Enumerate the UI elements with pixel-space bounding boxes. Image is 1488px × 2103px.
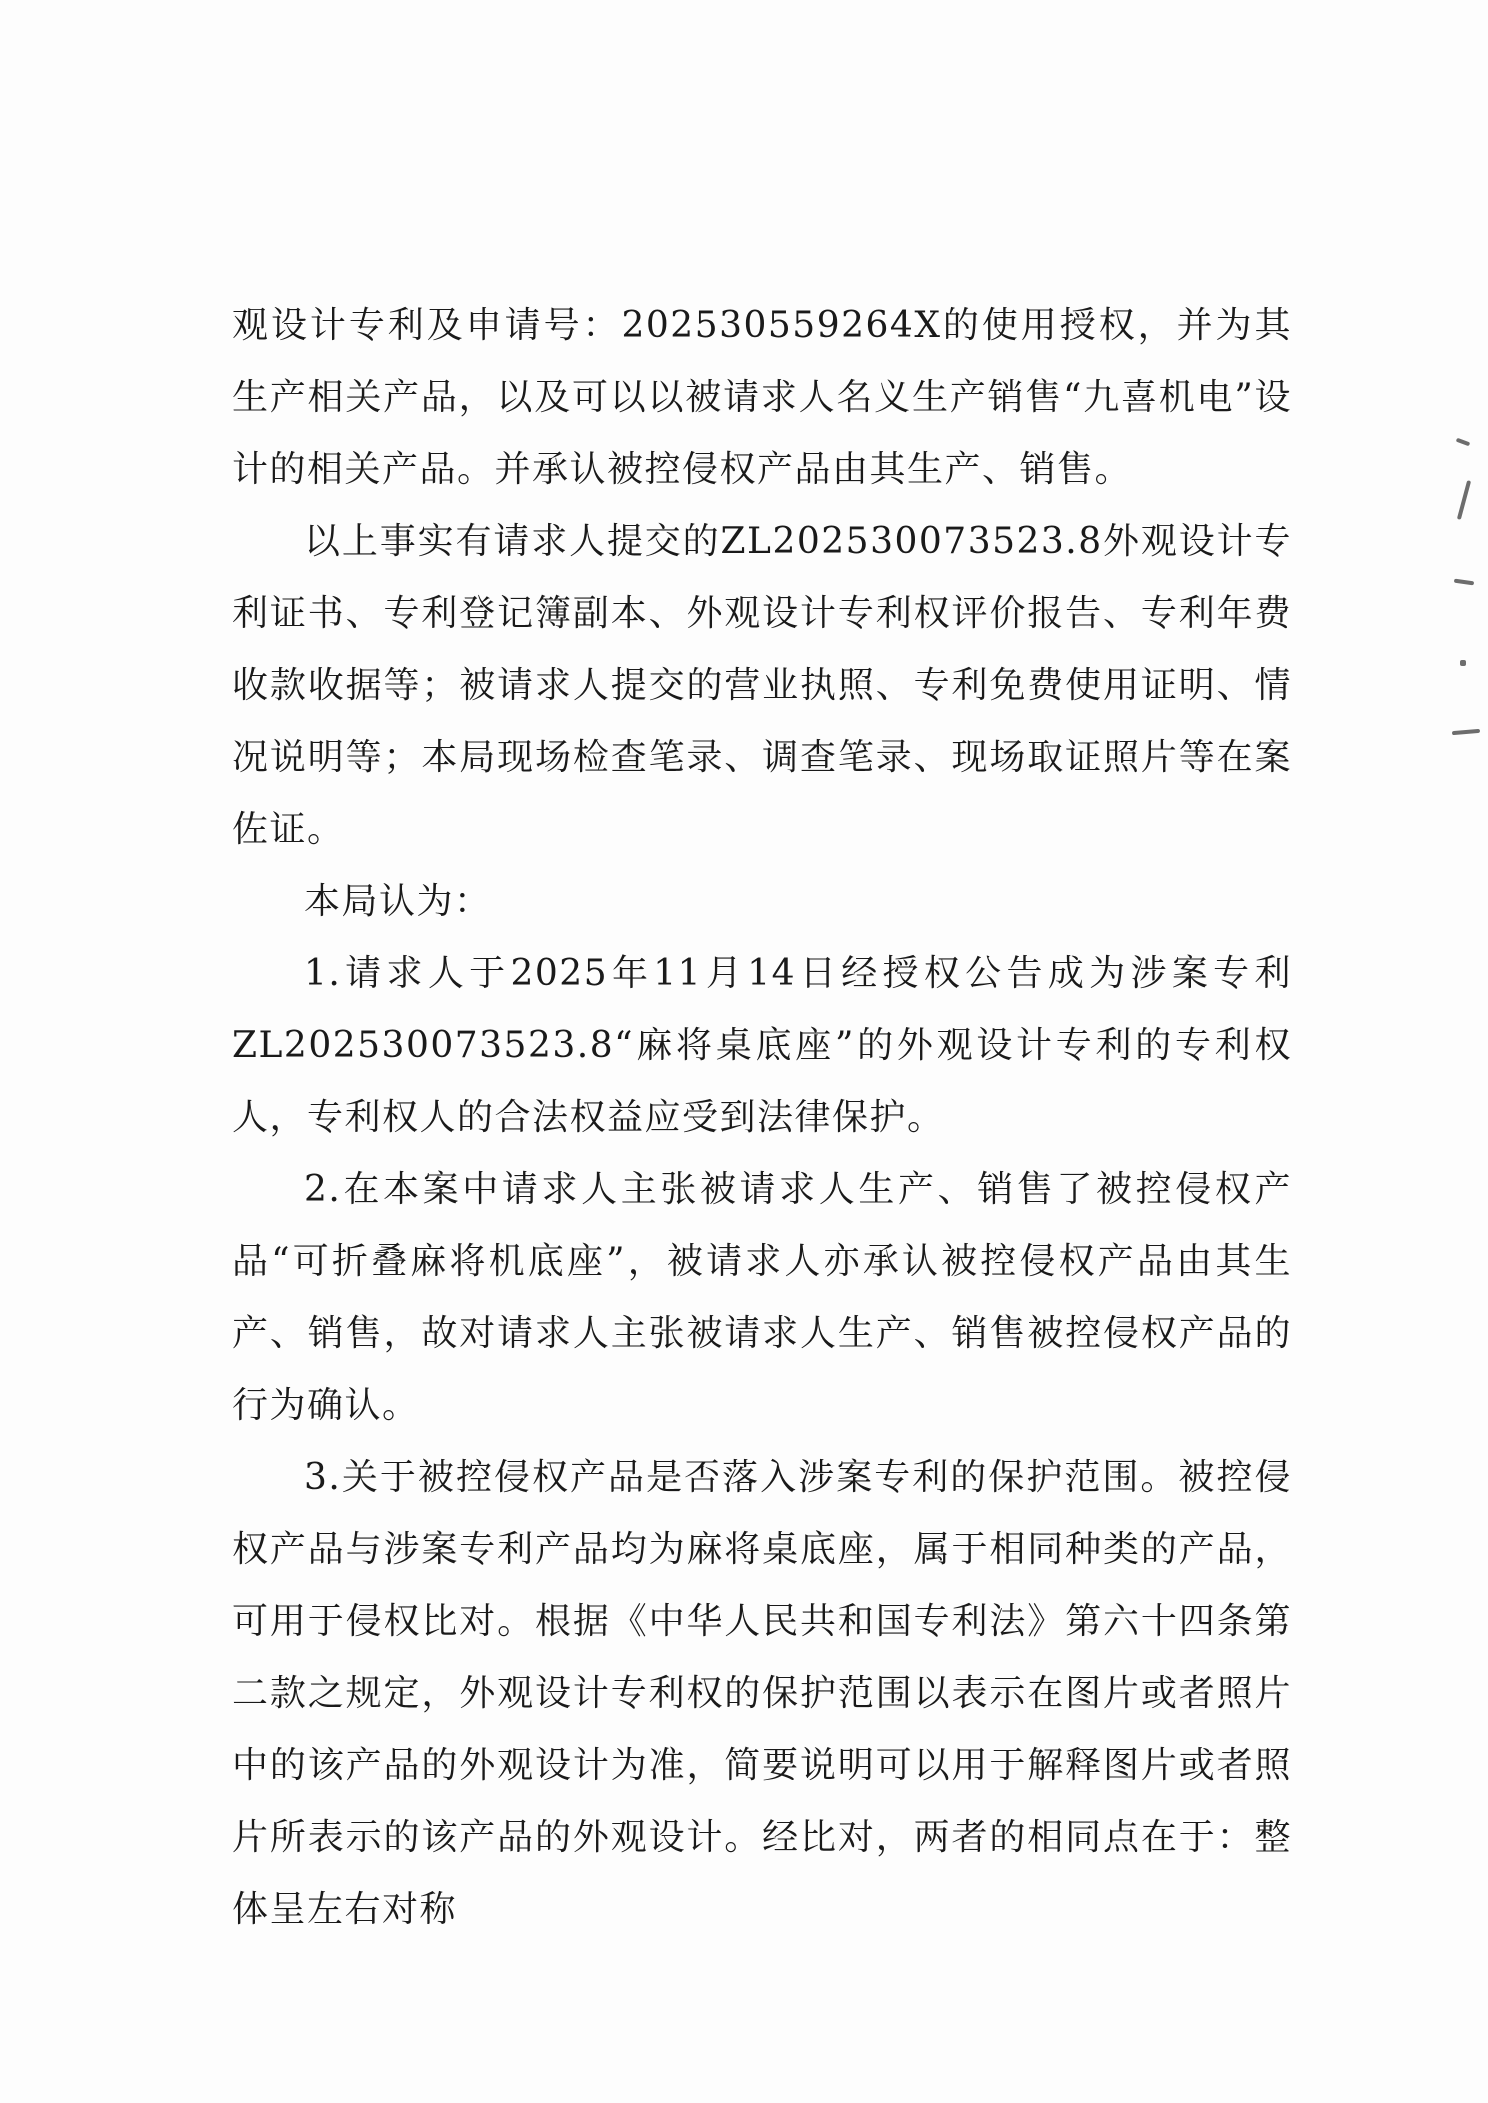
scan-mark xyxy=(1456,438,1471,447)
scan-mark xyxy=(1460,660,1466,666)
paragraph-point-3: 3.关于被控侵权产品是否落入涉案专利的保护范围。被控侵权产品与涉案专利产品均为麻将桌底座，属于相同种类的产品，可用于侵权比对。根据《中华人民共和国专利法》第六十四条第二款之规定，外观设计专利权的保护范围以表示在图片或者照片中的该产品的外观设计为准，简要说明可以用于解释图片或者照片所表示的该产品的外观设计。经比对，两者的相同点在于：整体呈左右对称 xyxy=(232,1457,1292,1930)
paragraph-bureau-opinion-heading: 本局认为： xyxy=(304,881,492,922)
document-body xyxy=(232,290,1292,1946)
paragraph-continuation: 观设计专利及申请号：202530559264X的使用授权，并为其生产相关产品，以及可以以被请求人名义生产销售“九喜机电”设计的相关产品。并承认被控侵权产品由其生产、销售。 xyxy=(232,305,1292,490)
scanner-edge-marks xyxy=(1448,420,1488,760)
scan-mark xyxy=(1452,729,1480,735)
paragraph-point-1: 1.请求人于2025年11月14日经授权公告成为涉案专利ZL202530073523.8“麻将桌底座”的外观设计专利的专利权人，专利权人的合法权益应受到法律保护。 xyxy=(232,953,1292,1138)
scan-mark xyxy=(1454,579,1474,586)
paragraph-evidence: 以上事实有请求人提交的ZL202530073523.8外观设计专利证书、专利登记簿副本、外观设计专利权评价报告、专利年费收款收据等；被请求人提交的营业执照、专利免费使用证明、情况说明等；本局现场检查笔录、调查笔录、现场取证照片等在案佐证。 xyxy=(232,521,1292,850)
paragraph-point-2: 2.在本案中请求人主张被请求人生产、销售了被控侵权产品“可折叠麻将机底座”，被请求人亦承认被控侵权产品由其生产、销售，故对请求人主张被请求人生产、销售被控侵权产品的行为确认。 xyxy=(232,1169,1292,1426)
scan-mark xyxy=(1457,480,1471,520)
